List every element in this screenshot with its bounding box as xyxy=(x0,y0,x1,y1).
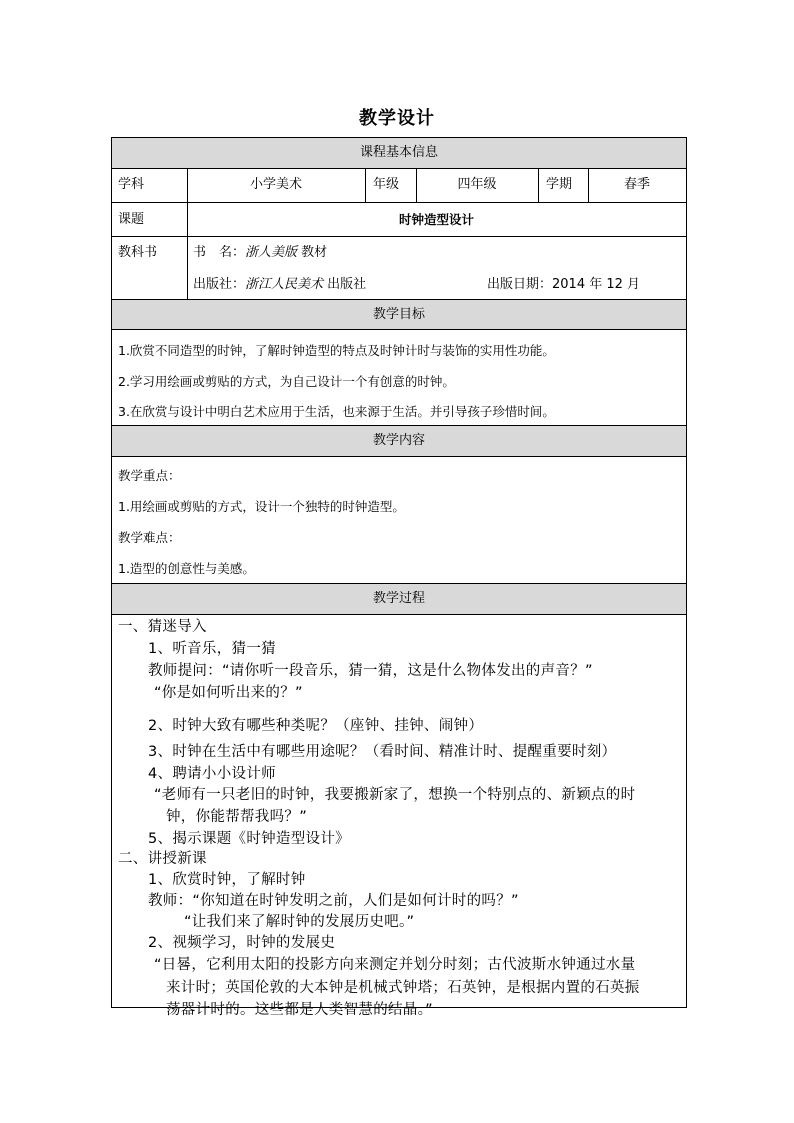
process-line: 1、听音乐，猜一猜 xyxy=(148,641,276,657)
term-label: 学期 xyxy=(546,177,573,192)
process-line: 2、时钟大致有哪些种类呢？（座钟、挂钟、闹钟） xyxy=(148,718,484,734)
process-line: 4、聘请小小设计师 xyxy=(148,766,276,782)
grade-value: 四年级 xyxy=(457,177,497,192)
publisher-suffix: 出版社 xyxy=(323,277,367,292)
process-header: 教学过程 xyxy=(112,583,686,615)
process-line: “老师有一只老旧的时钟，我要搬新家了，想换一个特别点的、新颖点的时 xyxy=(154,787,636,803)
process-line: 钟，你能帮帮我吗？” xyxy=(166,809,308,825)
book-suffix: 教材 xyxy=(297,245,328,260)
process-line: “你是如何听出来的？” xyxy=(154,685,303,701)
objective-item: 2.学习用绘画或剪贴的方式，为自己设计一个有创意的时钟。 xyxy=(118,374,455,389)
process-line: 1、欣赏时钟，了解时钟 xyxy=(148,872,306,888)
topic-value: 时钟造型设计 xyxy=(398,212,474,227)
process-line: “日晷，它利用太阳的投影方向来测定并划分时刻；古代波斯水钟通过水量 xyxy=(154,957,636,973)
process-line: 教师：“你知道在时钟发明之前，人们是如何计时的吗？” xyxy=(148,893,519,909)
key-point-item: 1.用绘画或剪贴的方式，设计一个独特的时钟造型。 xyxy=(118,499,405,514)
process-line: 二、讲授新课 xyxy=(118,851,207,867)
process-line: 来计时；英国伦敦的大本钟是机械式钟塔；石英钟，是根据内置的石英振 xyxy=(166,980,640,996)
term-value: 春季 xyxy=(623,177,650,192)
process-line: 教师提问：“请你听一段音乐，猜一猜，这是什么物体发出的声音？” xyxy=(148,663,593,679)
publisher-line xyxy=(193,269,453,301)
basic-info-header: 课程基本信息 xyxy=(112,138,686,169)
objective-item: 3.在欣赏与设计中明白艺术应用于生活，也来源于生活。并引导孩子珍惜时间。 xyxy=(118,404,555,419)
topic-label: 课题 xyxy=(118,212,145,227)
lesson-table xyxy=(111,137,687,1018)
document-title: 教学设计 xyxy=(359,108,435,129)
book-name: 浙人美版 xyxy=(245,245,298,260)
book-line xyxy=(193,237,493,269)
subject-value: 小学美术 xyxy=(249,177,302,192)
process-line: 荡器计时的。这些都是人类智慧的结晶。” xyxy=(166,1002,433,1018)
key-point-label: 教学重点： xyxy=(118,468,181,483)
objectives-header: 教学目标 xyxy=(112,299,686,330)
grade-label: 年级 xyxy=(373,177,400,192)
publisher-name: 浙江人民美术 xyxy=(245,277,324,292)
textbook-label: 教科书 xyxy=(118,245,158,260)
difficulty-label: 教学难点： xyxy=(118,530,181,545)
process-line: 5、揭示课题《时钟造型设计》 xyxy=(148,831,350,847)
process-line: 3、时钟在生活中有哪些用途呢？（看时间、精准计时、提醒重要时刻） xyxy=(148,744,617,760)
process-line: 2、视频学习，时钟的发展史 xyxy=(148,935,336,951)
publisher-label: 出版社： xyxy=(193,277,246,292)
publish-date: 出版日期：2014 年 12 月 xyxy=(487,277,641,292)
objective-item: 1.欣赏不同造型的时钟，了解时钟造型的特点及时钟计时与装饰的实用性功能。 xyxy=(118,343,555,358)
content-header: 教学内容 xyxy=(112,425,686,457)
process-line: 一、猜迷导入 xyxy=(118,619,207,635)
subject-label: 学科 xyxy=(118,177,145,192)
process-line: “让我们来了解时钟的发展历史吧。” xyxy=(184,914,415,930)
difficulty-item: 1.造型的创意性与美感。 xyxy=(118,561,255,576)
book-label: 书 名： xyxy=(193,245,246,260)
